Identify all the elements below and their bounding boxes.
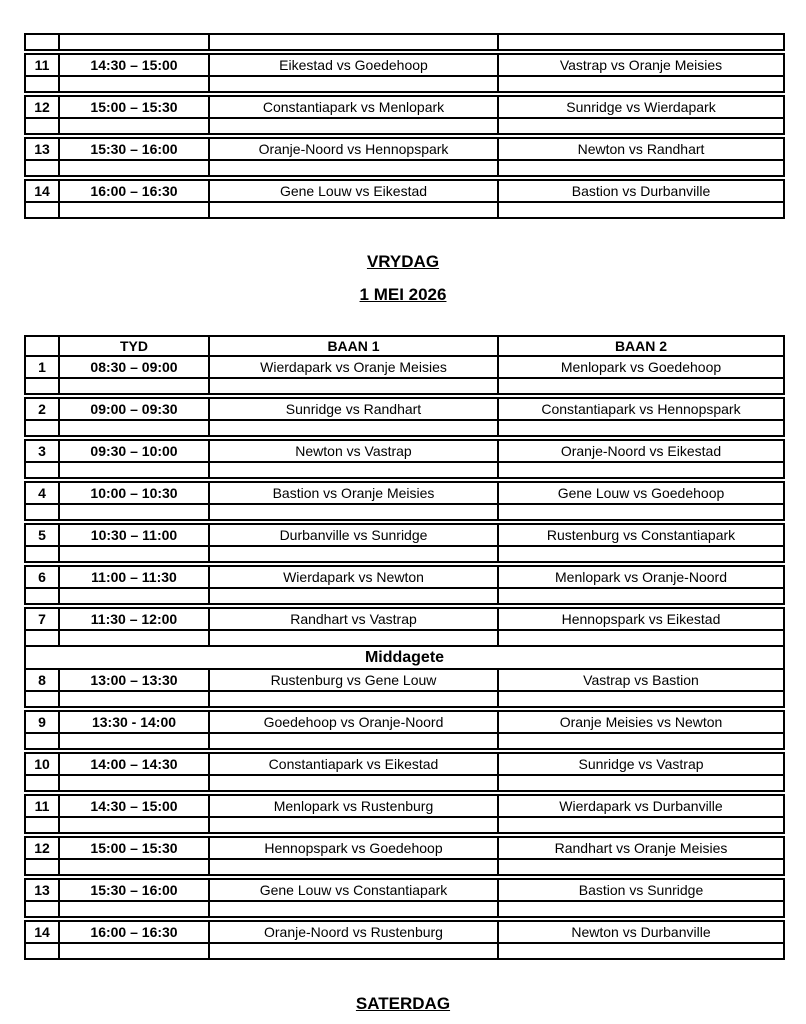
empty-num-cell <box>26 379 58 393</box>
empty-time-cell <box>58 421 208 435</box>
empty-baan1-cell <box>208 161 497 175</box>
next-day-heading <box>0 994 806 1014</box>
empty-baan2-cell <box>497 421 783 435</box>
empty-baan2-cell <box>497 860 783 874</box>
baan1-match-cell: Goedehoop vs Oranje-Noord <box>208 712 497 732</box>
match-number-cell: 12 <box>34 99 50 115</box>
empty-time-cell <box>58 505 208 519</box>
time-cell: 09:30 – 10:00 <box>58 441 208 461</box>
empty-baan2-cell <box>497 631 783 645</box>
empty-baan1-cell <box>208 203 497 217</box>
match-row <box>26 483 783 503</box>
empty-num-cell <box>26 902 58 916</box>
baan2-match-cell: Bastion vs Durbanville <box>497 181 783 201</box>
table-block <box>24 878 785 918</box>
time-cell: 15:00 – 15:30 <box>58 838 208 858</box>
baan2-match-cell: Menlopark vs Goedehoop <box>497 357 783 377</box>
spacer-row <box>26 419 783 435</box>
baan1-match-cell: Oranje-Noord vs Hennopspark <box>208 139 497 159</box>
spacer <box>0 962 806 994</box>
baan2-match-cell: Sunridge vs Wierdapark <box>497 97 783 117</box>
time-cell: 14:30 – 15:00 <box>58 796 208 816</box>
baan2-match-cell: Rustenburg vs Constantiapark <box>497 525 783 545</box>
header-baan2-cell: BAAN 2 <box>497 337 783 355</box>
time-cell: 16:00 – 16:30 <box>58 922 208 942</box>
baan2-match-cell: Vastrap vs Bastion <box>497 670 783 690</box>
table-block <box>24 523 785 563</box>
baan2-match-cell: Menlopark vs Oranje-Noord <box>497 567 783 587</box>
baan2-match-cell: Bastion vs Sunridge <box>497 880 783 900</box>
empty-num-cell <box>26 734 58 748</box>
empty-baan2-cell <box>497 505 783 519</box>
time-cell: 09:00 – 09:30 <box>58 399 208 419</box>
empty-baan2-cell <box>497 77 783 91</box>
baan1-match-cell: Eikestad vs Goedehoop <box>208 55 497 75</box>
spacer-row <box>26 900 783 916</box>
empty-baan2-cell <box>497 734 783 748</box>
empty-num-cell <box>26 161 58 175</box>
match-row <box>26 838 783 858</box>
table-block <box>24 439 785 479</box>
baan1-match-cell: Rustenburg vs Gene Louw <box>208 670 497 690</box>
empty-baan1-cell <box>208 119 497 133</box>
empty-baan2-cell <box>497 776 783 790</box>
match-row <box>26 567 783 587</box>
empty-baan2-cell <box>497 463 783 477</box>
empty-baan2-cell <box>497 35 783 49</box>
match-row <box>26 712 783 732</box>
empty-time-cell <box>58 379 208 393</box>
baan2-match-cell: Oranje Meisies vs Newton <box>497 712 783 732</box>
baan2-match-cell: Randhart vs Oranje Meisies <box>497 838 783 858</box>
empty-baan1-cell <box>208 692 497 706</box>
match-number-cell: 13 <box>34 882 50 898</box>
empty-num-cell <box>26 589 58 603</box>
empty-time-cell <box>58 463 208 477</box>
match-number-cell: 13 <box>34 141 50 157</box>
match-number-cell: 2 <box>38 401 46 417</box>
spacer-row <box>26 942 783 958</box>
empty-num-cell <box>26 203 58 217</box>
time-cell: 16:00 – 16:30 <box>58 181 208 201</box>
empty-time-cell <box>58 77 208 91</box>
empty-num-cell <box>26 818 58 832</box>
header-row <box>26 337 783 355</box>
spacer-row <box>26 75 783 91</box>
baan2-match-cell: Newton vs Randhart <box>497 139 783 159</box>
baan1-match-cell: Oranje-Noord vs Rustenburg <box>208 922 497 942</box>
empty-baan1-cell <box>208 505 497 519</box>
match-row <box>26 399 783 419</box>
empty-num-cell <box>26 421 58 435</box>
table-block <box>24 137 785 177</box>
spacer <box>0 272 806 285</box>
spacer-row <box>26 587 783 603</box>
empty-num-cell <box>26 463 58 477</box>
empty-time-cell <box>58 161 208 175</box>
time-cell: 14:30 – 15:00 <box>58 55 208 75</box>
friday-schedule-table <box>24 335 785 960</box>
baan1-match-cell: Randhart vs Vastrap <box>208 609 497 629</box>
spacer-row <box>26 117 783 133</box>
match-row <box>26 139 783 159</box>
baan1-match-cell: Gene Louw vs Eikestad <box>208 181 497 201</box>
match-number-cell: 3 <box>38 443 46 459</box>
time-cell: 15:30 – 16:00 <box>58 880 208 900</box>
empty-time-cell <box>58 119 208 133</box>
date-heading-text: 1 MEI 2026 <box>359 285 447 304</box>
match-number-cell: 14 <box>34 924 50 940</box>
match-row <box>26 754 783 774</box>
empty-baan1-cell <box>208 818 497 832</box>
day-heading <box>0 252 806 272</box>
match-number-cell: 1 <box>38 359 46 375</box>
previous-session-table <box>24 33 785 219</box>
match-row <box>26 441 783 461</box>
empty-time-cell <box>58 776 208 790</box>
baan1-match-cell: Menlopark vs Rustenburg <box>208 796 497 816</box>
date-heading <box>0 285 806 305</box>
table-block <box>24 836 785 876</box>
match-row <box>26 922 783 942</box>
time-cell: 08:30 – 09:00 <box>58 357 208 377</box>
table-block <box>24 752 785 792</box>
baan2-match-cell: Gene Louw vs Goedehoop <box>497 483 783 503</box>
time-cell: 11:00 – 11:30 <box>58 567 208 587</box>
spacer-row <box>26 629 783 645</box>
baan1-match-cell: Hennopspark vs Goedehoop <box>208 838 497 858</box>
empty-num-cell <box>26 631 58 645</box>
time-cell: 14:00 – 14:30 <box>58 754 208 774</box>
table-block <box>24 53 785 93</box>
match-number-cell: 8 <box>38 672 46 688</box>
empty-baan2-cell <box>497 818 783 832</box>
spacer-row <box>26 35 783 49</box>
table-block <box>24 179 785 219</box>
empty-num-cell <box>26 505 58 519</box>
baan2-match-cell: Vastrap vs Oranje Meisies <box>497 55 783 75</box>
empty-time-cell <box>58 944 208 958</box>
table-block <box>24 794 785 834</box>
header-num-cell <box>26 337 58 355</box>
table-block <box>24 397 785 437</box>
baan2-match-cell: Oranje-Noord vs Eikestad <box>497 441 783 461</box>
time-cell: 13:30 - 14:00 <box>58 712 208 732</box>
empty-baan2-cell <box>497 379 783 393</box>
match-row <box>26 97 783 117</box>
table-block <box>24 920 785 960</box>
table-block <box>24 710 785 750</box>
empty-time-cell <box>58 692 208 706</box>
baan1-match-cell: Sunridge vs Randhart <box>208 399 497 419</box>
empty-num-cell <box>26 692 58 706</box>
empty-num-cell <box>26 119 58 133</box>
empty-num-cell <box>26 77 58 91</box>
table-block <box>24 481 785 521</box>
match-number-cell: 5 <box>38 527 46 543</box>
empty-baan2-cell <box>497 547 783 561</box>
match-number-cell: 4 <box>38 485 46 501</box>
spacer-row <box>26 858 783 874</box>
baan1-match-cell: Gene Louw vs Constantiapark <box>208 880 497 900</box>
match-row <box>26 55 783 75</box>
lunch-row: Middagete <box>26 645 783 668</box>
time-cell: 15:00 – 15:30 <box>58 97 208 117</box>
match-number-cell: 7 <box>38 611 46 627</box>
empty-num-cell <box>26 944 58 958</box>
spacer-row <box>26 503 783 519</box>
time-cell: 13:00 – 13:30 <box>58 670 208 690</box>
time-cell: 10:30 – 11:00 <box>58 525 208 545</box>
empty-time-cell <box>58 35 208 49</box>
baan1-match-cell: Constantiapark vs Eikestad <box>208 754 497 774</box>
empty-baan2-cell <box>497 119 783 133</box>
empty-time-cell <box>58 902 208 916</box>
empty-baan2-cell <box>497 589 783 603</box>
empty-baan1-cell <box>208 944 497 958</box>
baan2-match-cell: Sunridge vs Vastrap <box>497 754 783 774</box>
match-number-cell: 11 <box>34 798 50 814</box>
match-number-cell: 10 <box>34 756 50 772</box>
next-day-heading-text: SATERDAG <box>355 994 451 1013</box>
match-number-cell: 12 <box>34 840 50 856</box>
empty-num-cell <box>26 547 58 561</box>
baan1-match-cell: Durbanville vs Sunridge <box>208 525 497 545</box>
match-row <box>26 880 783 900</box>
empty-baan1-cell <box>208 547 497 561</box>
table-block <box>24 95 785 135</box>
spacer <box>0 221 806 252</box>
empty-time-cell <box>58 818 208 832</box>
match-number-cell: 11 <box>34 57 50 73</box>
spacer-row <box>26 690 783 706</box>
spacer-row <box>26 732 783 748</box>
empty-baan1-cell <box>208 379 497 393</box>
table-block <box>24 335 785 395</box>
top-margin <box>0 0 806 33</box>
empty-baan1-cell <box>208 734 497 748</box>
empty-baan1-cell <box>208 421 497 435</box>
baan2-match-cell: Constantiapark vs Hennopspark <box>497 399 783 419</box>
time-cell: 15:30 – 16:00 <box>58 139 208 159</box>
spacer-row <box>26 774 783 790</box>
empty-baan1-cell <box>208 589 497 603</box>
spacer-row <box>26 461 783 477</box>
baan2-match-cell: Newton vs Durbanville <box>497 922 783 942</box>
day-heading-text: VRYDAG <box>366 252 440 271</box>
empty-baan2-cell <box>497 944 783 958</box>
empty-time-cell <box>58 589 208 603</box>
empty-time-cell <box>58 860 208 874</box>
table-block <box>24 565 785 605</box>
empty-num-cell <box>26 776 58 790</box>
time-cell: 11:30 – 12:00 <box>58 609 208 629</box>
match-row <box>26 181 783 201</box>
match-row <box>26 355 783 377</box>
empty-baan2-cell <box>497 692 783 706</box>
header-baan1-cell: BAAN 1 <box>208 337 497 355</box>
baan2-match-cell: Wierdapark vs Durbanville <box>497 796 783 816</box>
baan1-match-cell: Wierdapark vs Oranje Meisies <box>208 357 497 377</box>
empty-num-cell <box>26 860 58 874</box>
empty-time-cell <box>58 203 208 217</box>
match-row <box>26 525 783 545</box>
baan2-match-cell: Hennopspark vs Eikestad <box>497 609 783 629</box>
table-block <box>24 607 785 708</box>
spacer-row <box>26 545 783 561</box>
header-tyd-cell: TYD <box>58 337 208 355</box>
empty-baan1-cell <box>208 860 497 874</box>
match-row <box>26 609 783 629</box>
empty-baan1-cell <box>208 776 497 790</box>
empty-baan2-cell <box>497 902 783 916</box>
match-row <box>26 668 783 690</box>
baan1-match-cell: Newton vs Vastrap <box>208 441 497 461</box>
empty-baan1-cell <box>208 35 497 49</box>
baan1-match-cell: Wierdapark vs Newton <box>208 567 497 587</box>
empty-baan1-cell <box>208 902 497 916</box>
empty-baan2-cell <box>497 203 783 217</box>
match-number-cell: 9 <box>38 714 46 730</box>
spacer <box>0 305 806 335</box>
time-cell: 10:00 – 10:30 <box>58 483 208 503</box>
baan1-match-cell: Constantiapark vs Menlopark <box>208 97 497 117</box>
empty-time-cell <box>58 547 208 561</box>
table-block <box>24 33 785 51</box>
baan1-match-cell: Bastion vs Oranje Meisies <box>208 483 497 503</box>
spacer-row <box>26 159 783 175</box>
empty-num-cell <box>26 35 58 49</box>
empty-baan1-cell <box>208 631 497 645</box>
empty-baan2-cell <box>497 161 783 175</box>
spacer-row <box>26 201 783 217</box>
match-number-cell: 6 <box>38 569 46 585</box>
spacer-row <box>26 377 783 393</box>
empty-time-cell <box>58 734 208 748</box>
match-number-cell: 14 <box>34 183 50 199</box>
empty-baan1-cell <box>208 77 497 91</box>
match-row <box>26 796 783 816</box>
empty-time-cell <box>58 631 208 645</box>
spacer-row <box>26 816 783 832</box>
empty-baan1-cell <box>208 463 497 477</box>
